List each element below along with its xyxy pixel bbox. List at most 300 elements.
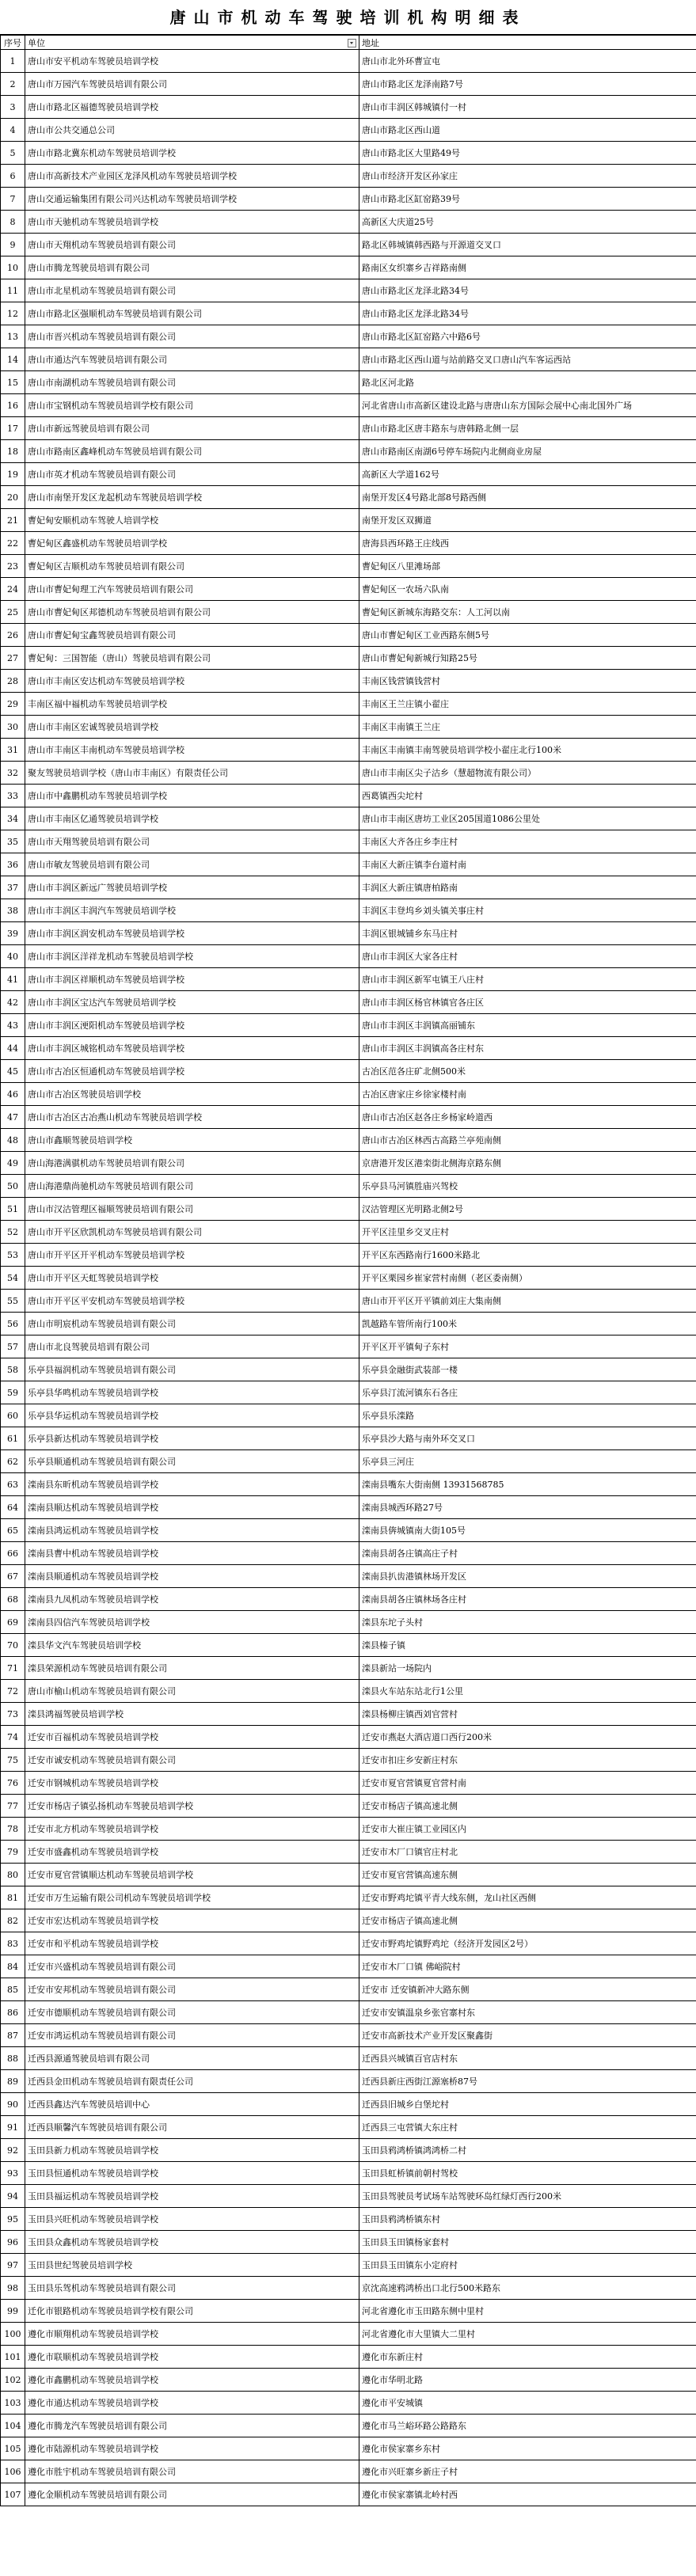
table-row xyxy=(1,2231,696,2254)
unit-cell: 滦南县九凤机动车驾驶员培训学校 xyxy=(25,1588,359,1611)
row-number: 43 xyxy=(1,1014,25,1037)
table-row xyxy=(1,371,696,394)
table-row xyxy=(1,1427,696,1450)
table-row xyxy=(1,211,696,234)
row-number: 106 xyxy=(1,2460,25,2483)
unit-cell: 唐山市古冶区古冶燕山机动车驾驶员培训学校 xyxy=(25,1106,359,1129)
table-row xyxy=(1,739,696,762)
address-cell: 开平区栗园乡崔家营村南侧（老区委南侧） xyxy=(359,1267,696,1290)
unit-cell: 玉田县新力机动车驾驶员培训学校 xyxy=(25,2139,359,2162)
table-row xyxy=(1,234,696,256)
unit-cell: 曹妃甸：三国智能（唐山）驾驶员培训有限公司 xyxy=(25,647,359,670)
address-cell: 高新区大学道162号 xyxy=(359,463,696,486)
table-row xyxy=(1,2093,696,2116)
unit-cell: 滦南县曹中机动车驾驶员培训学校 xyxy=(25,1542,359,1565)
row-number: 48 xyxy=(1,1129,25,1152)
unit-cell: 迁安市鸿运机动车驾驶员培训有限公司 xyxy=(25,2024,359,2047)
table-row xyxy=(1,624,696,647)
unit-cell: 唐山市路南区鑫峰机动车驾驶员培训有限公司 xyxy=(25,440,359,463)
table-row xyxy=(1,762,696,785)
address-cell: 路北区河北路 xyxy=(359,371,696,394)
address-cell: 乐亭县三河庄 xyxy=(359,1450,696,1473)
table-row xyxy=(1,1496,696,1519)
address-cell: 南堡开发区双狮道 xyxy=(359,509,696,532)
unit-cell: 唐山市丰南区丰南机动车驾驶员培训学校 xyxy=(25,739,359,762)
address-cell: 丰润区丰登坞乡刘头镇关事庄村 xyxy=(359,899,696,922)
table-row xyxy=(1,2483,696,2506)
address-cell: 玉田县鸦鸿桥镇鸿鸿桥二村 xyxy=(359,2139,696,2162)
address-cell: 唐山市路北区龙泽南路7号 xyxy=(359,73,696,96)
row-number: 12 xyxy=(1,302,25,325)
unit-cell: 唐山市曹妃甸区邦德机动车驾驶员培训有限公司 xyxy=(25,601,359,624)
unit-cell: 迁安市万生运输有限公司机动车驾驶员培训学校 xyxy=(25,1886,359,1909)
table-row xyxy=(1,1037,696,1060)
table-row xyxy=(1,1244,696,1267)
table-row xyxy=(1,1726,696,1749)
row-number: 61 xyxy=(1,1427,25,1450)
row-number: 65 xyxy=(1,1519,25,1542)
unit-cell: 迁安市北方机动车驾驶员培训学校 xyxy=(25,1818,359,1841)
row-number: 35 xyxy=(1,830,25,853)
address-cell: 唐山市路北区唐丰路东与唐韩路北侧一层 xyxy=(359,417,696,440)
table-row xyxy=(1,1473,696,1496)
row-number: 82 xyxy=(1,1909,25,1932)
address-cell: 唐山市丰润区大家各庄村 xyxy=(359,945,696,968)
table-row xyxy=(1,1152,696,1175)
row-number: 81 xyxy=(1,1886,25,1909)
row-number: 75 xyxy=(1,1749,25,1772)
table-row xyxy=(1,394,696,417)
address-cell: 曹妃甸区一农场六队南 xyxy=(359,578,696,601)
row-number: 14 xyxy=(1,348,25,371)
table-row xyxy=(1,2369,696,2392)
address-cell: 唐山市经济开发区孙家庄 xyxy=(359,165,696,188)
row-number: 3 xyxy=(1,96,25,119)
row-number: 63 xyxy=(1,1473,25,1496)
row-number: 98 xyxy=(1,2277,25,2300)
unit-cell: 乐亭县华鸣机动车驾驶员培训学校 xyxy=(25,1381,359,1404)
table-row xyxy=(1,2392,696,2415)
row-number: 51 xyxy=(1,1198,25,1221)
header-row xyxy=(1,36,696,50)
unit-cell: 唐山市南堡开发区龙起机动车驾驶员培训学校 xyxy=(25,486,359,509)
table-row xyxy=(1,1404,696,1427)
address-cell: 遵化市侯家寨镇北岭村西 xyxy=(359,2483,696,2506)
table-row xyxy=(1,1703,696,1726)
unit-cell: 唐山市安平机动车驾驶员培训学校 xyxy=(25,50,359,73)
row-number: 64 xyxy=(1,1496,25,1519)
address-cell: 玉田县驾驶员考试场车站驾驶环岛红绿灯西行200米 xyxy=(359,2185,696,2208)
address-cell: 唐山市路北区西山道 xyxy=(359,119,696,142)
row-number: 85 xyxy=(1,1978,25,2001)
address-cell: 遵化市华明北路 xyxy=(359,2369,696,2392)
table-row xyxy=(1,1106,696,1129)
address-cell: 汉沽管理区光明路北侧2号 xyxy=(359,1198,696,1221)
table-row xyxy=(1,1886,696,1909)
table-row xyxy=(1,1381,696,1404)
unit-cell: 唐山市开平区平安机动车驾驶员培训学校 xyxy=(25,1290,359,1313)
row-number: 6 xyxy=(1,165,25,188)
address-cell: 唐山市路北区西山道与站前路交叉口唐山汽车客运西站 xyxy=(359,348,696,371)
filter-dropdown-icon[interactable] xyxy=(348,39,356,47)
row-number: 66 xyxy=(1,1542,25,1565)
unit-cell: 遵化市联顺机动车驾驶员培训学校 xyxy=(25,2346,359,2369)
unit-cell: 唐山市丰南区亿通驾驶员培训学校 xyxy=(25,807,359,830)
table-row xyxy=(1,440,696,463)
table-row xyxy=(1,968,696,991)
unit-cell: 唐山市晋兴机动车驾驶员培训有限公司 xyxy=(25,325,359,348)
row-number: 70 xyxy=(1,1634,25,1657)
row-number: 89 xyxy=(1,2070,25,2093)
row-number: 40 xyxy=(1,945,25,968)
address-cell: 开平区东西路南行1600米路北 xyxy=(359,1244,696,1267)
unit-cell: 丰南区福中福机动车驾驶员培训学校 xyxy=(25,693,359,716)
row-number: 21 xyxy=(1,509,25,532)
unit-cell: 玉田县世纪驾驶员培训学校 xyxy=(25,2254,359,2277)
row-number: 86 xyxy=(1,2001,25,2024)
address-cell: 丰南区王兰庄镇小翟庄 xyxy=(359,693,696,716)
table-row xyxy=(1,1657,696,1680)
unit-cell: 遵化市鑫鹏机动车驾驶员培训学校 xyxy=(25,2369,359,2392)
row-number: 39 xyxy=(1,922,25,945)
address-cell: 唐山市路北区大里路49号 xyxy=(359,142,696,165)
row-number: 87 xyxy=(1,2024,25,2047)
row-number: 52 xyxy=(1,1221,25,1244)
unit-cell: 迁安市德顺机动车驾驶员培训有限公司 xyxy=(25,2001,359,2024)
address-cell: 乐亭县乐滦路 xyxy=(359,1404,696,1427)
table-row xyxy=(1,601,696,624)
address-cell: 迁安市 迁安镇新冲大路东侧 xyxy=(359,1978,696,2001)
address-cell: 唐山市路北区龙泽北路34号 xyxy=(359,279,696,302)
address-cell: 迁西县兴城镇百官店村东 xyxy=(359,2047,696,2070)
table-row xyxy=(1,1060,696,1083)
table-row xyxy=(1,647,696,670)
address-cell: 滦县杨柳庄镇西刘官营村 xyxy=(359,1703,696,1726)
row-number: 46 xyxy=(1,1083,25,1106)
row-number: 53 xyxy=(1,1244,25,1267)
address-cell: 玉田县玉田镇东小定府村 xyxy=(359,2254,696,2277)
row-number: 80 xyxy=(1,1864,25,1886)
unit-cell: 遵化市腾龙汽车驾驶员培训有限公司 xyxy=(25,2415,359,2437)
row-number: 37 xyxy=(1,876,25,899)
row-number: 72 xyxy=(1,1680,25,1703)
address-cell: 迁安市扣庄乡安新庄村东 xyxy=(359,1749,696,1772)
address-cell: 丰南区大齐各庄乡李庄村 xyxy=(359,830,696,853)
address-cell: 玉田县玉田镇杨家套村 xyxy=(359,2231,696,2254)
table-row xyxy=(1,1932,696,1955)
row-number: 45 xyxy=(1,1060,25,1083)
unit-cell: 迁西县顺馨汽车驾驶员培训有限公司 xyxy=(25,2116,359,2139)
row-number: 103 xyxy=(1,2392,25,2415)
unit-cell: 唐山市路北区强顺机动车驾驶员培训有限公司 xyxy=(25,302,359,325)
address-cell: 滦县火车站东站北行1公里 xyxy=(359,1680,696,1703)
unit-cell: 唐山市曹妃甸理工汽车驾驶员培训有限公司 xyxy=(25,578,359,601)
row-number: 92 xyxy=(1,2139,25,2162)
address-cell: 唐山市路北区龙泽北路34号 xyxy=(359,302,696,325)
row-number: 74 xyxy=(1,1726,25,1749)
unit-cell: 遵化市陆源机动车驾驶员培训学校 xyxy=(25,2437,359,2460)
table-row xyxy=(1,555,696,578)
unit-cell: 遵化市胜宇机动车驾驶员培训有限公司 xyxy=(25,2460,359,2483)
table-row xyxy=(1,325,696,348)
address-cell: 丰南区丰南镇王兰庄 xyxy=(359,716,696,739)
table-row xyxy=(1,188,696,211)
row-number: 104 xyxy=(1,2415,25,2437)
row-number: 50 xyxy=(1,1175,25,1198)
unit-cell: 唐山市公共交通总公司 xyxy=(25,119,359,142)
address-cell: 唐山市丰润区新军屯镇王八庄村 xyxy=(359,968,696,991)
row-number: 56 xyxy=(1,1313,25,1335)
table-row xyxy=(1,2116,696,2139)
row-number: 105 xyxy=(1,2437,25,2460)
unit-cell: 迁安市兴盛机动车驾驶员培训有限公司 xyxy=(25,1955,359,1978)
row-number: 57 xyxy=(1,1335,25,1358)
row-number: 60 xyxy=(1,1404,25,1427)
address-cell: 丰润区大新庄镇唐柏路南 xyxy=(359,876,696,899)
address-cell: 滦县东坨子头村 xyxy=(359,1611,696,1634)
training-school-table xyxy=(0,35,696,2506)
row-number: 67 xyxy=(1,1565,25,1588)
table-row xyxy=(1,2300,696,2323)
address-cell: 唐山市路北区缸窑路39号 xyxy=(359,188,696,211)
unit-cell: 唐山市丰南区宏诚驾驶员培训学校 xyxy=(25,716,359,739)
address-cell: 迁安市木厂口镇官庄村北 xyxy=(359,1841,696,1864)
row-number: 91 xyxy=(1,2116,25,2139)
row-number: 22 xyxy=(1,532,25,555)
table-row xyxy=(1,1290,696,1313)
address-cell: 玉田县虹桥镇前朝村驾校 xyxy=(359,2162,696,2185)
table-row xyxy=(1,1014,696,1037)
address-cell: 遵化市侯家寨乡东村 xyxy=(359,2437,696,2460)
address-cell: 玉田县鸦鸿桥镇东村 xyxy=(359,2208,696,2231)
header-unit-label: 单位 xyxy=(28,37,45,48)
row-number: 97 xyxy=(1,2254,25,2277)
unit-cell: 唐山市北星机动车驾驶员培训有限公司 xyxy=(25,279,359,302)
row-number: 27 xyxy=(1,647,25,670)
unit-cell: 玉田县恒通机动车驾驶员培训学校 xyxy=(25,2162,359,2185)
unit-cell: 唐山市通达汽车驾驶员培训有限公司 xyxy=(25,348,359,371)
table-row xyxy=(1,1772,696,1795)
table-row xyxy=(1,1565,696,1588)
unit-cell: 滦县荣源机动车驾驶员培训有限公司 xyxy=(25,1657,359,1680)
unit-cell: 曹妃甸区鑫盛机动车驾驶员培训学校 xyxy=(25,532,359,555)
table-row xyxy=(1,279,696,302)
address-cell: 迁安市野鸡坨镇平青大线东侧，龙山社区西侧 xyxy=(359,1886,696,1909)
unit-cell: 唐山市路北区福德驾驶员培训学校 xyxy=(25,96,359,119)
address-cell: 滦南县城西环路27号 xyxy=(359,1496,696,1519)
unit-cell: 滦南县四信汽车驾驶员培训学校 xyxy=(25,1611,359,1634)
unit-cell: 唐山市英才机动车驾驶员培训有限公司 xyxy=(25,463,359,486)
table-title: 唐山市机动车驾驶培训机构明细表 xyxy=(0,0,696,35)
unit-cell: 迁安市宏达机动车驾驶员培训学校 xyxy=(25,1909,359,1932)
table-row xyxy=(1,2001,696,2024)
row-number: 25 xyxy=(1,601,25,624)
unit-cell: 唐山市南湖机动车驾驶员培训有限公司 xyxy=(25,371,359,394)
unit-cell: 唐山市敏友驾驶员培训有限公司 xyxy=(25,853,359,876)
address-cell: 唐山市路南区南湖6号停车场院内北侧商业房屋 xyxy=(359,440,696,463)
table-row xyxy=(1,876,696,899)
row-number: 32 xyxy=(1,762,25,785)
row-number: 47 xyxy=(1,1106,25,1129)
table-row xyxy=(1,1358,696,1381)
table-row xyxy=(1,1634,696,1657)
unit-cell: 曹妃甸区吉顺机动车驾驶员培训有限公司 xyxy=(25,555,359,578)
row-number: 79 xyxy=(1,1841,25,1864)
address-cell: 曹妃甸区新城东海路交东：人工河以南 xyxy=(359,601,696,624)
address-cell: 唐山市古冶区赵各庄乡杨家岭道西 xyxy=(359,1106,696,1129)
table-row xyxy=(1,1588,696,1611)
table-row xyxy=(1,1864,696,1886)
address-cell: 南堡开发区4号路北部8号路西侧 xyxy=(359,486,696,509)
address-cell: 遵化市马兰峪环路公路路东 xyxy=(359,2415,696,2437)
unit-cell: 唐山市天翔驾驶员培训有限公司 xyxy=(25,830,359,853)
row-number: 55 xyxy=(1,1290,25,1313)
address-cell: 京沈高速鸦鸿桥出口北行500米路东 xyxy=(359,2277,696,2300)
row-number: 36 xyxy=(1,853,25,876)
address-cell: 乐亭县金融街武装部一楼 xyxy=(359,1358,696,1381)
table-row xyxy=(1,922,696,945)
table-row xyxy=(1,2437,696,2460)
unit-cell: 滦南县东昕机动车驾驶员培训学校 xyxy=(25,1473,359,1496)
row-number: 1 xyxy=(1,50,25,73)
table-row xyxy=(1,1818,696,1841)
unit-cell: 唐山市宝钢机动车驾驶员培训学校有限公司 xyxy=(25,394,359,417)
row-number: 23 xyxy=(1,555,25,578)
table-row xyxy=(1,1198,696,1221)
unit-cell: 滦县华文汽车驾驶员培训学校 xyxy=(25,1634,359,1657)
row-number: 95 xyxy=(1,2208,25,2231)
address-cell: 古冶区范各庄矿北侧500米 xyxy=(359,1060,696,1083)
unit-cell: 遵化金顺机动车驾驶员培训有限公司 xyxy=(25,2483,359,2506)
row-number: 90 xyxy=(1,2093,25,2116)
row-number: 62 xyxy=(1,1450,25,1473)
row-number: 11 xyxy=(1,279,25,302)
address-cell: 乐亭县汀流河镇东石各庄 xyxy=(359,1381,696,1404)
table-row xyxy=(1,945,696,968)
unit-cell: 迁安市钢城机动车驾驶员培训学校 xyxy=(25,1772,359,1795)
table-row xyxy=(1,463,696,486)
unit-cell: 迁西县金田机动车驾驶员培训有限责任公司 xyxy=(25,2070,359,2093)
table-row xyxy=(1,1841,696,1864)
unit-cell: 唐山市鑫顺驾驶员培训学校 xyxy=(25,1129,359,1152)
unit-cell: 唐山市中鑫鹏机动车驾驶员培训学校 xyxy=(25,785,359,807)
row-number: 8 xyxy=(1,211,25,234)
address-cell: 唐山市开平区开平镇前刘庄大集南侧 xyxy=(359,1290,696,1313)
row-number: 29 xyxy=(1,693,25,716)
unit-cell: 唐山海港满骐机动车驾驶员培训有限公司 xyxy=(25,1152,359,1175)
row-number: 31 xyxy=(1,739,25,762)
row-number: 42 xyxy=(1,991,25,1014)
row-number: 16 xyxy=(1,394,25,417)
address-cell: 唐山市曹妃甸新城行知路25号 xyxy=(359,647,696,670)
header-unit xyxy=(25,36,359,50)
unit-cell: 唐山市天驰机动车驾驶员培训学校 xyxy=(25,211,359,234)
unit-cell: 唐山市开平区开平机动车驾驶员培训学校 xyxy=(25,1244,359,1267)
row-number: 4 xyxy=(1,119,25,142)
unit-cell: 唐山市开平区天虹驾驶员培训学校 xyxy=(25,1267,359,1290)
unit-cell: 滦南县顺通机动车驾驶员培训学校 xyxy=(25,1565,359,1588)
table-row xyxy=(1,1221,696,1244)
row-number: 101 xyxy=(1,2346,25,2369)
row-number: 107 xyxy=(1,2483,25,2506)
unit-cell: 遵化市通达机动车驾驶员培训学校 xyxy=(25,2392,359,2415)
table-row xyxy=(1,2208,696,2231)
table-row xyxy=(1,1450,696,1473)
unit-cell: 玉田县福运机动车驾驶员培训学校 xyxy=(25,2185,359,2208)
row-number: 49 xyxy=(1,1152,25,1175)
unit-cell: 乐亭县华运机动车驾驶员培训学校 xyxy=(25,1404,359,1427)
table-row xyxy=(1,50,696,73)
address-cell: 滦南县扒齿港镇林场开发区 xyxy=(359,1565,696,1588)
unit-cell: 迁安市和平机动车驾驶员培训学校 xyxy=(25,1932,359,1955)
unit-cell: 唐山市丰润区祥顺机动车驾驶员培训学校 xyxy=(25,968,359,991)
row-number: 19 xyxy=(1,463,25,486)
address-cell: 迁安市安镇温泉乡张官寨村东 xyxy=(359,2001,696,2024)
unit-cell: 唐山交通运输集团有限公司兴达机动车驾驶员培训学校 xyxy=(25,188,359,211)
row-number: 17 xyxy=(1,417,25,440)
table-row xyxy=(1,578,696,601)
address-cell: 滦南县胡各庄镇林场各庄村 xyxy=(359,1588,696,1611)
row-number: 96 xyxy=(1,2231,25,2254)
unit-cell: 唐山市新远驾驶员培训有限公司 xyxy=(25,417,359,440)
table-row xyxy=(1,1542,696,1565)
unit-cell: 唐山市丰润区城铭机动车驾驶员培训学校 xyxy=(25,1037,359,1060)
address-cell: 迁安市杨店子镇高速北侧 xyxy=(359,1795,696,1818)
unit-cell: 唐山海港鼎尚驰机动车驾驶员培训有限公司 xyxy=(25,1175,359,1198)
address-cell: 丰南区大新庄镇李台道村南 xyxy=(359,853,696,876)
table-row xyxy=(1,165,696,188)
unit-cell: 唐山市明宸机动车驾驶员培训有限公司 xyxy=(25,1313,359,1335)
address-cell: 滦南县嘴东大街南侧 13931568785 xyxy=(359,1473,696,1496)
table-row xyxy=(1,532,696,555)
row-number: 30 xyxy=(1,716,25,739)
unit-cell: 唐山市古冶区驾驶员培训学校 xyxy=(25,1083,359,1106)
unit-cell: 唐山市腾龙驾驶员培训有限公司 xyxy=(25,256,359,279)
address-cell: 滦县新站一场院内 xyxy=(359,1657,696,1680)
unit-cell: 迁西县源通驾驶员培训有限公司 xyxy=(25,2047,359,2070)
unit-cell: 迁安市杨店子镇弘扬机动车驾驶员培训学校 xyxy=(25,1795,359,1818)
unit-cell: 唐山市汉沽管理区福顺驾驶员培训有限公司 xyxy=(25,1198,359,1221)
table-row xyxy=(1,807,696,830)
table-row xyxy=(1,1267,696,1290)
table-row xyxy=(1,670,696,693)
unit-cell: 曹妃甸安顺机动车驾驶人培训学校 xyxy=(25,509,359,532)
table-row xyxy=(1,2323,696,2346)
address-cell: 河北省遵化市玉田路东侧中里村 xyxy=(359,2300,696,2323)
address-cell: 迁西县三屯营镇大东庄村 xyxy=(359,2116,696,2139)
unit-cell: 滦南县鸿运机动车驾驶员培训学校 xyxy=(25,1519,359,1542)
table-row xyxy=(1,2277,696,2300)
address-cell: 唐山市丰南区唐坊工业区205国道1086公里处 xyxy=(359,807,696,830)
unit-cell: 滦县鸿福驾驶员培训学校 xyxy=(25,1703,359,1726)
row-number: 69 xyxy=(1,1611,25,1634)
address-cell: 京唐港开发区港栾街北侧海京路东侧 xyxy=(359,1152,696,1175)
unit-cell: 玉田县兴旺机动车驾驶员培训学校 xyxy=(25,2208,359,2231)
address-cell: 丰南区丰南镇丰南驾驶员培训学校小翟庄北行100米 xyxy=(359,739,696,762)
unit-cell: 唐山市万园汽车驾驶员培训有限公司 xyxy=(25,73,359,96)
address-cell: 唐海县西环路王庄线西 xyxy=(359,532,696,555)
address-cell: 迁西县新庄西街江源塞桥87号 xyxy=(359,2070,696,2093)
table-row xyxy=(1,1129,696,1152)
table-row xyxy=(1,142,696,165)
row-number: 68 xyxy=(1,1588,25,1611)
address-cell: 迁安市高新技术产业开发区聚鑫街 xyxy=(359,2024,696,2047)
address-cell: 西葛镇西尖坨村 xyxy=(359,785,696,807)
unit-cell: 唐山市曹妃甸宝鑫驾驶员培训有限公司 xyxy=(25,624,359,647)
row-number: 18 xyxy=(1,440,25,463)
table-row xyxy=(1,119,696,142)
address-cell: 丰南区钱营镇钱营村 xyxy=(359,670,696,693)
